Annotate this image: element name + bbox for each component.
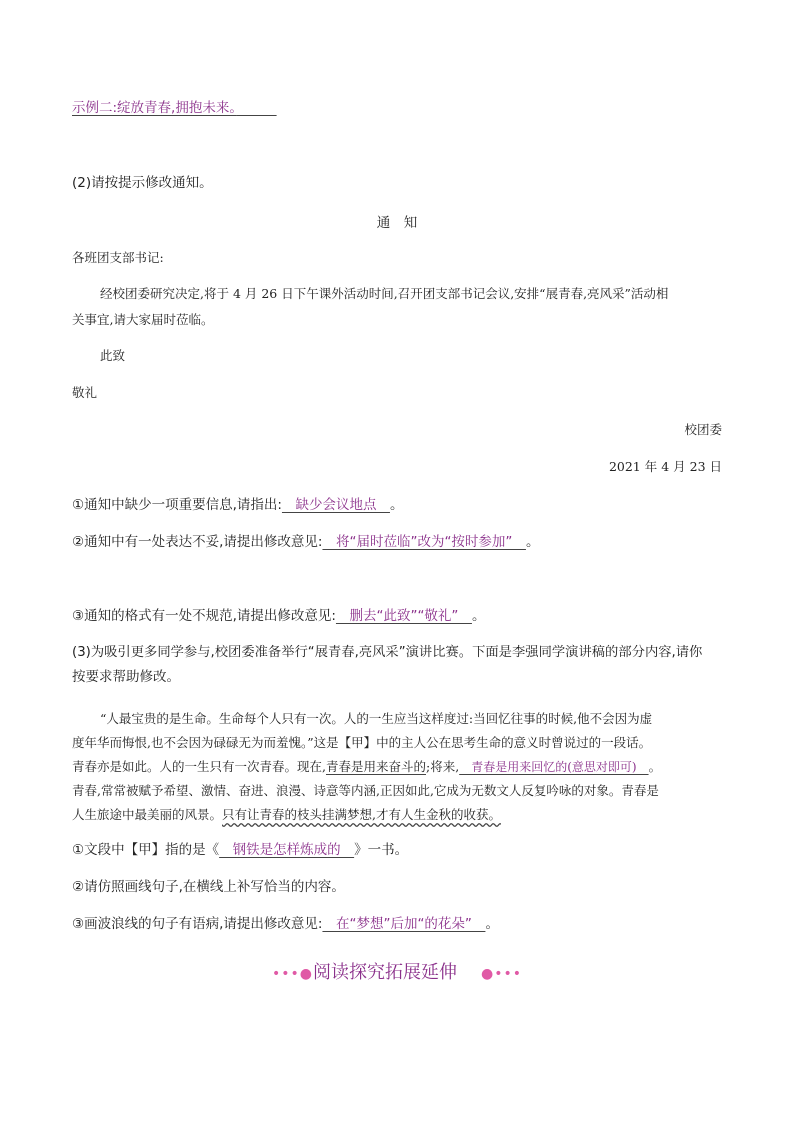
notice-body-line-2: 关事宜,请大家届时莅临。: [72, 312, 214, 327]
question-3-item-2: [72, 877, 345, 897]
underlined-sentence: 青春是用来奋斗的: [325, 759, 426, 774]
item-answer: 将“届时莅临”改为“按时参加”: [322, 534, 526, 550]
item-answer: 缺少会议地点: [281, 497, 390, 513]
item-answer: 钢铁是怎样炼成的: [219, 842, 355, 858]
notice-title: 通 知: [376, 215, 418, 231]
passage-line-3-start: 青春亦是如此。人的一生只有一次青春。现在,: [72, 759, 326, 774]
item-suffix: 。: [485, 916, 499, 932]
item-prefix: ①文段中【甲】指的是《: [72, 842, 220, 858]
notice-date: 2021 年 4 月 23 日: [608, 459, 722, 474]
passage-line-2: 度年华而悔恨,也不会因为碌碌无为而羞愧。”这是【甲】中的主人公在思考生命的意义时曾说过的一段话。: [72, 735, 652, 750]
passage-line-1: “人最宝贵的是生命。生命每个人只有一次。人的一生应当这样度过:当回忆往事的时候,他不会因为虚: [100, 711, 653, 726]
question-2-item-1: [72, 495, 403, 515]
notice-closing-1: 此致: [100, 348, 126, 363]
passage-line-4: 青春,常常被赋予希望、激情、奋进、浪漫、诗意等内涵,正因如此,它成为无数文人反复吟咏的对象。青春是: [72, 783, 659, 798]
item-prefix: ③画波浪线的句子有语病,请提出修改意见:: [72, 916, 323, 932]
question-3-item-3: [72, 914, 499, 934]
question-2-intro: (2)请按提示修改通知。: [72, 175, 213, 191]
item-suffix: 》一书。: [354, 842, 409, 858]
section-banner: [0, 958, 794, 984]
item-prefix: ③通知的格式有一处不规范,请提出修改意见:: [72, 608, 336, 624]
passage-line-3-mid: ;将来,: [426, 759, 460, 774]
item-suffix: 。: [525, 534, 540, 550]
passage-line-3: [72, 755, 724, 779]
question-3-intro-line-1: (3)为吸引更多同学参与,校团委准备举行“展青春,亮风采”演讲比赛。下面是李强同学演讲稿的部分内容,请你: [72, 645, 703, 660]
item-answer: 删去“此致”“敬礼”: [335, 608, 472, 624]
passage-line-5-start: 人生旅途中最美丽的风景。: [72, 807, 223, 822]
item-prefix: ①通知中缺少一项重要信息,请指出:: [72, 497, 282, 513]
decorative-dots-right: ●•••: [481, 966, 522, 982]
passage-line-5: [72, 803, 724, 827]
question-3-item-1: [72, 840, 408, 860]
item-prefix: ②通知中有一处表达不妥,请提出修改意见:: [72, 534, 323, 550]
fill-in-answer: 青春是用来回忆的(意思对即可): [459, 760, 649, 774]
item-answer: 在“梦想”后加“的花朵”: [322, 916, 486, 932]
example-two-text: 示例二:绽放青春,拥抱未来。: [72, 100, 237, 116]
item-suffix: 。: [471, 608, 486, 624]
wavy-sentence: 只有让青春的枝头挂满梦想,才有人生金秋的收获。: [222, 807, 501, 822]
speech-passage: [72, 707, 724, 827]
question-3-intro-line-2: 按要求帮助修改。: [72, 669, 180, 685]
section-banner-title: 阅读探究拓展延伸: [313, 962, 457, 983]
notice-signer: 校团委: [684, 422, 722, 437]
notice-salutation: 各班团支部书记:: [72, 250, 164, 265]
item-suffix: 。: [389, 497, 404, 513]
item-prefix: ②请仿照画线句子,在横线上补写恰当的内容。: [72, 879, 345, 895]
notice-closing-2: 敬礼: [72, 385, 98, 400]
notice-body-line-1: 经校团委研究决定,将于 4 月 26 日下午课外活动时间,召开团支部书记会议,安排“展青春,亮风采”活动相: [100, 286, 669, 301]
question-2-item-2: [72, 532, 539, 552]
question-2-item-3: [72, 606, 485, 626]
passage-line-3-end: 。: [648, 759, 662, 774]
example-two-line: [72, 98, 277, 118]
example-two-blank: [236, 100, 277, 116]
decorative-dots-left: •••●: [272, 966, 313, 982]
